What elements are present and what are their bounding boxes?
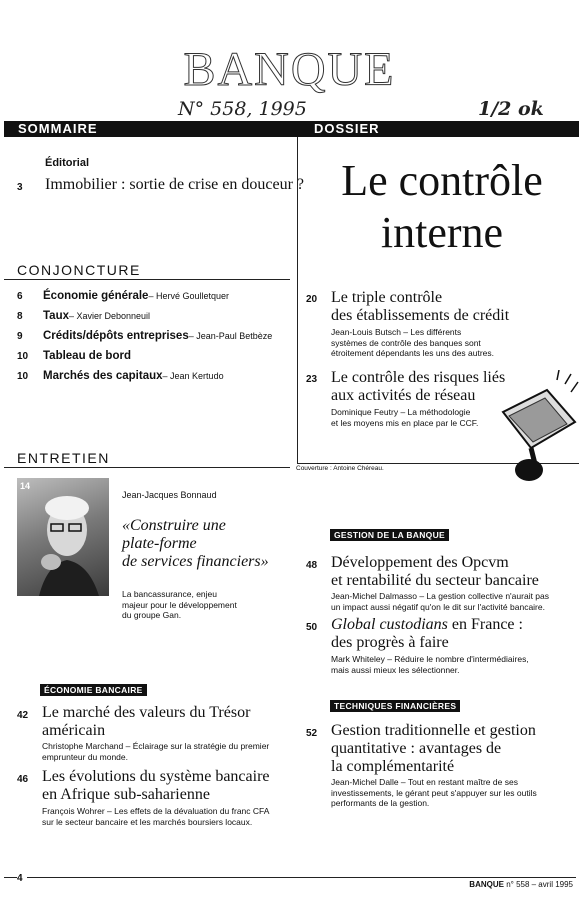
title-line: Le marché des valeurs du Trésor xyxy=(42,704,251,721)
techniques-article-desc xyxy=(331,777,537,809)
toc-page-num: 8 xyxy=(17,311,23,322)
title-line: des progrès à faire xyxy=(331,634,449,651)
gestion-article-1-desc xyxy=(331,591,549,612)
toc-item[interactable] xyxy=(17,290,297,310)
gestion-article-1-num: 48 xyxy=(306,560,318,571)
dossier-article-1-title-line1: Le triple contrôle xyxy=(331,289,443,306)
economie-article-1-title[interactable] xyxy=(42,704,250,740)
toc-page-num: 10 xyxy=(17,371,29,382)
footer-rule xyxy=(4,877,576,878)
handwritten-issue-note: N° 558, 1995 xyxy=(178,98,307,120)
title-line: Gestion traditionnelle et gestion xyxy=(331,722,536,739)
toc-title: Économie générale xyxy=(43,290,149,302)
toc-item[interactable] xyxy=(17,370,297,390)
title-rest: en France : xyxy=(447,616,523,633)
techniques-article-title[interactable] xyxy=(331,722,536,776)
toc-author: – Hervé Goulletquer xyxy=(148,291,230,301)
desc-line: Jean-Michel Dalle – Tout en restant maître de ses xyxy=(331,777,518,787)
gestion-article-2-title[interactable] xyxy=(331,616,523,652)
toc-title: Taux xyxy=(43,310,69,322)
economie-tag: ÉCONOMIE BANCAIRE xyxy=(40,684,147,696)
dossier-title-line2: interne xyxy=(380,208,504,257)
toc-item[interactable] xyxy=(17,330,297,350)
handwritten-ok-note: 1/2 ok xyxy=(478,98,544,120)
entretien-heading: ENTRETIEN xyxy=(17,450,110,466)
desc-line: du groupe Gan. xyxy=(122,610,182,620)
title-italic: Global custodians xyxy=(331,616,448,633)
desc-line: Jean-Michel Dalmasso – La gestion collective n'aurait pas xyxy=(331,591,550,601)
title-line: quantitative : avantages de xyxy=(331,740,502,757)
toc-item[interactable] xyxy=(17,310,297,330)
toc-author: – Xavier Debonneuil xyxy=(69,311,151,321)
toc-page-num: 6 xyxy=(17,291,23,302)
title-line: américain xyxy=(42,722,106,739)
dossier-title-line1: Le contrôle xyxy=(341,156,543,205)
conjoncture-rule xyxy=(4,279,290,280)
economie-article-1-num: 42 xyxy=(17,710,29,721)
title-line: la complémentarité xyxy=(331,758,455,775)
title-line: et rentabilité du secteur bancaire xyxy=(331,572,539,589)
dossier-article-2-title-line1: Le contrôle des risques liés xyxy=(331,369,506,386)
desc-line: investissements, le gérant peut s'appuyer sur les outils xyxy=(331,787,537,798)
toc-title: Marchés des capitaux xyxy=(43,370,163,382)
economie-article-2-title[interactable] xyxy=(42,768,270,804)
toc-title: Tableau de bord xyxy=(43,350,131,362)
conjoncture-list xyxy=(17,290,297,390)
interview-quote[interactable] xyxy=(122,517,269,571)
desc-line: étroitement dépendants les uns des autres. xyxy=(331,348,495,358)
footer-page-num: 4 xyxy=(17,873,27,884)
desc-line: Jean-Louis Butsch – Les différents xyxy=(331,327,462,337)
conjoncture-heading: CONJONCTURE xyxy=(17,262,141,278)
gestion-tag: GESTION DE LA BANQUE xyxy=(330,529,449,541)
economie-article-1-desc xyxy=(42,741,269,762)
desc-line: François Wohrer – Les effets de la dévaluation du franc CFA xyxy=(42,806,270,816)
footer-issue-text: n° 558 – avril 1995 xyxy=(503,880,573,889)
gestion-article-2-desc xyxy=(331,654,529,675)
dossier-article-1-title-line2: des établissements de crédit xyxy=(331,307,510,324)
dossier-article-1-desc xyxy=(331,327,494,359)
dossier-article-1-num: 20 xyxy=(306,294,318,305)
toc-title: Crédits/dépôts entreprises xyxy=(43,330,189,342)
desc-line: majeur pour le développement xyxy=(122,599,237,610)
interview-desc xyxy=(122,589,237,621)
desc-line: La bancassurance, enjeu xyxy=(122,589,217,599)
desc-line: systèmes de contrôle des banques sont xyxy=(331,337,481,348)
desc-line: Christophe Marchand – Éclairage sur la stratégie du premier xyxy=(42,741,270,751)
desc-line: performants de la gestion. xyxy=(331,798,430,808)
editorial-title[interactable]: Immobilier : sortie de crise en douceur ? xyxy=(45,176,305,193)
toc-author: – Jean Kertudo xyxy=(162,371,224,381)
gestion-article-1-title[interactable] xyxy=(331,554,539,590)
interview-page-num: 14 xyxy=(20,481,31,491)
interview-name: Jean-Jacques Bonnaud xyxy=(122,490,217,500)
dossier-article-2-num: 23 xyxy=(306,374,318,385)
gestion-article-2-num: 50 xyxy=(306,622,318,633)
interview-photo xyxy=(17,478,109,596)
dossier-article-1-title[interactable] xyxy=(331,289,509,325)
economie-article-2-desc xyxy=(42,806,269,827)
footer-brand: BANQUE xyxy=(469,880,504,889)
economie-article-2-num: 46 xyxy=(17,774,29,785)
toc-item[interactable] xyxy=(17,350,297,370)
editorial-page-num: 3 xyxy=(17,182,23,193)
desc-line: Mark Whiteley – Réduire le nombre d'intermédiaires, xyxy=(331,654,529,664)
title-line: Les évolutions du système bancaire xyxy=(42,768,270,785)
dossier-article-2-desc xyxy=(331,407,478,428)
title-line: Développement des Opcvm xyxy=(331,554,509,571)
quote-line: «Construire une xyxy=(122,517,226,534)
desc-line: et les moyens mis en place par le CCF. xyxy=(331,417,479,428)
portrait-illustration xyxy=(17,478,109,596)
quote-line: plate-forme xyxy=(122,535,197,552)
title-line xyxy=(331,616,523,634)
editorial-label: Éditorial xyxy=(45,157,90,169)
techniques-article-num: 52 xyxy=(306,728,318,739)
techniques-tag: TECHNIQUES FINANCIÈRES xyxy=(330,700,460,712)
stamp-illustration xyxy=(495,370,579,485)
dossier-article-2-title-line2: aux activités de réseau xyxy=(331,387,476,404)
desc-line: sur le secteur bancaire et les marchés boursiers locaux. xyxy=(42,816,253,827)
toc-page-num: 10 xyxy=(17,351,29,362)
masthead-logo: BANQUE xyxy=(183,43,396,96)
desc-line: Dominique Feutry – La méthodologie xyxy=(331,407,471,417)
cover-credit: Couverture : Antoine Chéreau. xyxy=(296,465,384,472)
entretien-rule xyxy=(4,467,290,468)
toc-author: – Jean-Paul Betbèze xyxy=(188,331,273,341)
desc-line: un impact aussi négatif qu'on le dit sur l'activité bancaire. xyxy=(331,601,545,612)
quote-line: de services financiers» xyxy=(122,553,269,570)
title-line: en Afrique sub-saharienne xyxy=(42,786,210,803)
toc-page-num: 9 xyxy=(17,331,23,342)
desc-line: emprunteur du monde. xyxy=(42,751,128,762)
dossier-bar: DOSSIER xyxy=(304,121,579,137)
desc-line: mais aussi mieux les sélectionner. xyxy=(331,664,460,675)
sommaire-bar: SOMMAIRE xyxy=(4,121,304,137)
dossier-article-2-title[interactable] xyxy=(331,369,505,405)
footer-issue xyxy=(469,880,573,889)
